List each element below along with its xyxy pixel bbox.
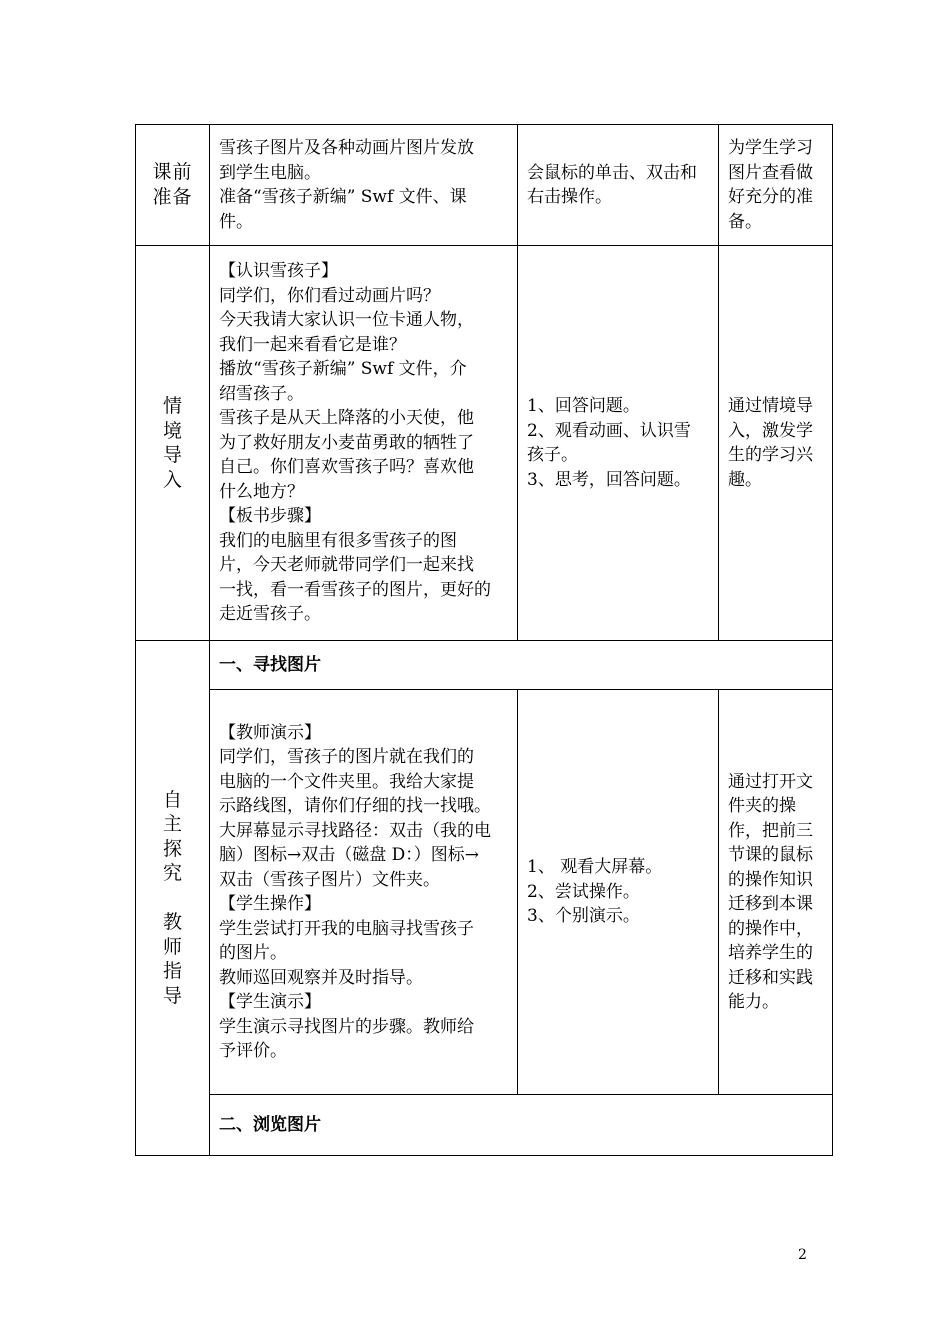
intro-intent-line: 生的学习兴 (728, 445, 813, 465)
prep-intent-line: 图片查看做 (728, 162, 813, 183)
explore-intent-line: 培养学生的 (728, 943, 813, 963)
explore-intent (719, 690, 833, 1095)
prep-label (136, 125, 210, 246)
intro-content-line: 绍雪孩子。 (219, 383, 304, 404)
intro-content-line: 雪孩子是从天上降落的小天使，他 (219, 408, 474, 429)
intro-content-line: 为了救好朋友小麦苗勇敢的牺牲了 (219, 432, 474, 453)
intro-content-line: 播放“雪孩子新编” Swf 文件，介 (219, 359, 467, 380)
prep-student-line: 会鼠标的单击、双击和 (527, 162, 697, 183)
prep-intent (719, 125, 833, 246)
explore-content-line: 【学生操作】 (219, 894, 321, 914)
explore-label-char: 教 (162, 911, 182, 934)
explore-content-line: 的图片。 (219, 943, 287, 963)
intro-student-line: 1、回答问题。 (527, 396, 640, 416)
intro-intent-line: 入，激发学 (728, 420, 813, 441)
explore-content-line: 大屏幕显示寻找路径：双击（我的电 (219, 820, 491, 841)
explore-content-line: 学生演示寻找图片的步骤。教师给 (219, 1016, 474, 1037)
prep-intent-line: 为学生学习 (728, 138, 813, 158)
intro-content-line: 自己。你们喜欢雪孩子吗？喜欢他 (219, 457, 474, 478)
intro-content (210, 246, 518, 641)
explore-label-char: 导 (162, 984, 182, 1007)
section1-title: 一、寻找图片 (210, 641, 833, 690)
explore-student-line: 3、个别演示。 (527, 906, 640, 927)
intro-content-line: 走近雪孩子。 (219, 604, 321, 625)
explore-intent-line: 迁移到本课 (728, 894, 813, 914)
intro-content-line: 我们的电脑里有很多雪孩子的图 (219, 530, 457, 551)
intro-label-char: 入 (162, 468, 182, 491)
row-prep (136, 125, 833, 246)
intro-intent (719, 246, 833, 641)
intro-content-line: 【认识雪孩子】 (219, 261, 338, 282)
prep-content-line: 准备“雪孩子新编” Swf 文件、课 (219, 187, 467, 207)
prep-content-line: 件。 (219, 211, 253, 232)
intro-intent-line: 趣。 (728, 469, 762, 490)
explore-content-line: 【教师演示】 (219, 722, 321, 743)
explore-intent-line: 的操作知识 (728, 869, 813, 890)
intro-student (518, 246, 719, 641)
intro-content-line: 片，今天老师就带同学们一起来找 (219, 555, 474, 576)
explore-intent-line: 节课的鼠标 (728, 845, 813, 865)
prep-label-line: 课前 (152, 161, 193, 183)
explore-student-line: 1、 观看大屏幕。 (527, 857, 663, 878)
intro-label-char: 情 (162, 395, 182, 417)
section2-title: 二、浏览图片 (210, 1095, 833, 1156)
row-section2 (136, 1095, 833, 1156)
explore-label-char: 究 (162, 862, 182, 885)
explore-label-char: 探 (162, 837, 182, 860)
intro-label-char: 导 (162, 444, 182, 466)
explore-content-line: 同学们，雪孩子的图片就在我们的 (219, 747, 474, 767)
prep-student-line: 右击操作。 (527, 187, 612, 207)
explore-label-char: 师 (162, 935, 182, 958)
explore-content-line: 学生尝试打开我的电脑寻找雪孩子 (219, 918, 474, 939)
intro-intent-line: 通过情境导 (728, 396, 813, 416)
explore-label-gap (136, 886, 209, 911)
intro-student-line: 2、观看动画、认识雪 (527, 420, 691, 441)
explore-intent-line: 作，把前三 (728, 820, 813, 841)
intro-content-line: 同学们，你们看过动画片吗？ (219, 285, 440, 306)
prep-content-line: 到学生电脑。 (219, 162, 321, 183)
explore-intent-line: 件夹的操 (728, 796, 796, 816)
intro-content-line: 我们一起来看看它是谁？ (219, 334, 406, 355)
intro-student-line: 3、思考，回答问题。 (527, 469, 691, 490)
row-section1 (136, 641, 833, 690)
intro-content-line: 【板书步骤】 (219, 506, 321, 527)
explore-intent-line: 迁移和实践 (728, 967, 813, 988)
explore-label (136, 641, 210, 1156)
prep-intent-line: 好充分的准 (728, 187, 813, 207)
row-explore (136, 690, 833, 1095)
intro-content-line: 一找，看一看雪孩子的图片，更好的 (219, 579, 491, 600)
explore-label-char: 自 (162, 788, 182, 811)
explore-content (210, 690, 518, 1095)
intro-label (136, 246, 210, 641)
prep-content-line: 雪孩子图片及各种动画片图片发放 (219, 138, 474, 158)
intro-label-char: 境 (162, 419, 182, 442)
intro-content-line: 什么地方？ (219, 481, 304, 502)
explore-content-line: 双击（雪孩子图片）文件夹。 (219, 869, 440, 890)
explore-intent-line: 通过打开文 (728, 771, 813, 792)
page-number: 2 (798, 1247, 807, 1263)
lesson-plan-table (135, 124, 833, 1156)
explore-content-line: 予评价。 (219, 1041, 287, 1061)
explore-content-line: 脑）图标→双击（磁盘 D：）图标→ (219, 845, 480, 865)
intro-student-line: 孩子。 (527, 445, 578, 465)
explore-intent-line: 能力。 (728, 992, 779, 1012)
row-intro (136, 246, 833, 641)
explore-student (518, 690, 719, 1095)
explore-content-line: 示路线图，请你们仔细的找一找哦。 (219, 796, 491, 816)
explore-content-line: 教师巡回观察并及时指导。 (219, 967, 423, 988)
prep-label-line: 准备 (152, 186, 193, 208)
explore-student-line: 2、尝试操作。 (527, 881, 640, 902)
prep-student (518, 125, 719, 246)
explore-label-char: 主 (162, 813, 182, 836)
explore-intent-line: 的操作中， (728, 918, 813, 939)
intro-content-line: 今天我请大家认识一位卡通人物， (219, 310, 474, 331)
explore-content-line: 电脑的一个文件夹里。我给大家提 (219, 771, 474, 792)
prep-intent-line: 备。 (728, 211, 762, 232)
prep-content (210, 125, 518, 246)
explore-content-line: 【学生演示】 (219, 992, 321, 1012)
explore-label-char: 指 (162, 960, 182, 983)
